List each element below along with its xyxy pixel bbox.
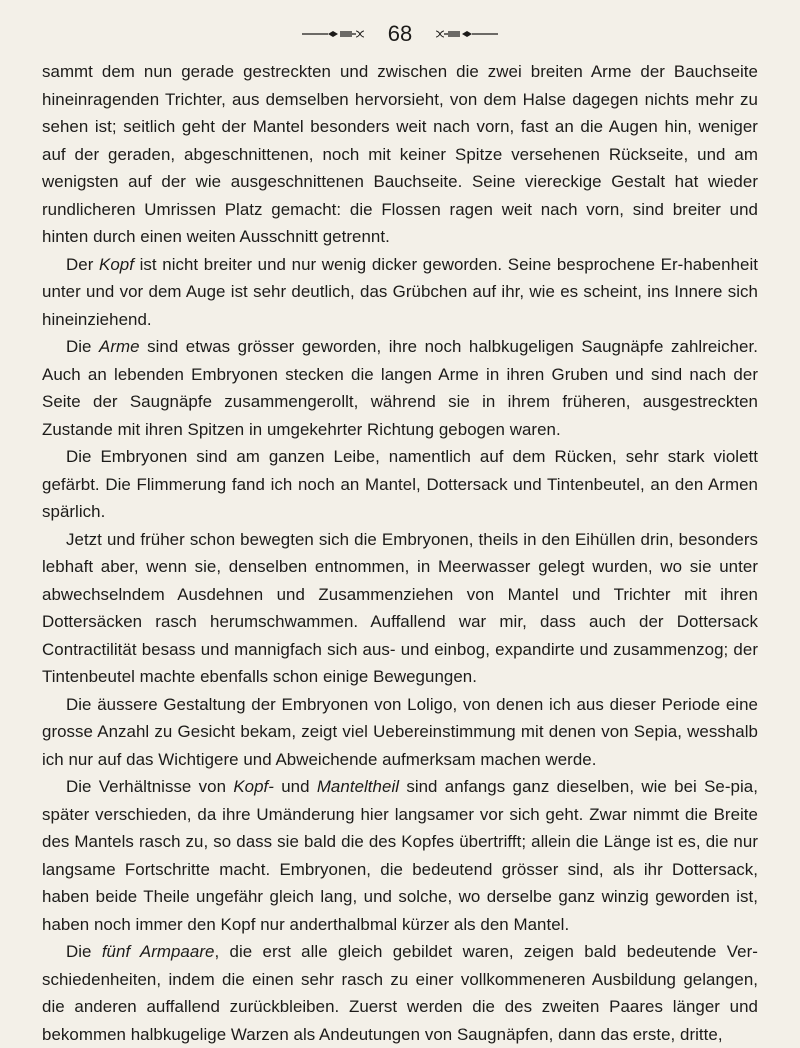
italic-term: Manteltheil xyxy=(316,777,400,796)
text-segment: , die erst alle gleich gebildet waren, zeigen bald bedeutende Ver-schiedenheiten, indem die einen sehr rasch zu einer vollkommeneren Ausbildung gelangen, die anderen auffallend zurückbleiben. Zuerst werden die des zweiten Paares länger und bekommen halbkugelige Warzen als Andeutungen von Saugnäpfen, dann das erste, dritte, xyxy=(42,942,758,1044)
page-number: 68 xyxy=(387,20,413,46)
paragraph xyxy=(42,333,758,443)
paragraph xyxy=(42,58,758,251)
body-text xyxy=(42,58,758,1048)
ornament-left-icon xyxy=(302,29,366,39)
text-segment: sammt dem nun gerade gestreckten und zwischen die zwei breiten Arme der Bauchseite hineinragenden Trichter, aus demselben hervorsieht, von dem Halse dagegen nichts mehr zu sehen ist; seitlich geht der Mantel besonders weit nach vorn, fast an die Augen hin, weniger auf der geraden, abgeschnittenen, noch mit keiner Spitze versehenen Rückseite, und am wenigsten auf der wie ausgeschnittenen Bauchseite. Seine viereckige Gestalt hat wieder rundlicheren Umrissen Platz gemacht: die Flossen ragen weit nach vorn, sind breiter und hinten durch einen weiten Ausschnitt getrennt. xyxy=(42,62,758,246)
text-segment: Die xyxy=(66,942,102,961)
paragraph xyxy=(42,443,758,526)
text-segment: Die Embryonen sind am ganzen Leibe, namentlich auf dem Rücken, sehr stark violett gefärbt. Die Flimmerung fand ich noch an Mantel, Dottersack und Tintenbeutel, an den Armen spärlich. xyxy=(42,447,758,521)
text-segment: Die äussere Gestaltung der Embryonen von Loligo, von denen ich aus dieser Periode eine grosse Anzahl zu Gesicht bekam, zeigt viel Uebereinstimmung mit denen von Sepia, wesshalb ich nur auf das Wichtigere und Abweichende aufmerksam machen werde. xyxy=(42,694,758,769)
text-segment: und xyxy=(273,777,317,796)
text-segment: Jetzt und früher schon bewegten sich die Embryonen, theils in den Eihüllen drin, besonders lebhaft aber, wenn sie, denselben entnommen, in Meerwasser gelegt wurden, wo sie unter abwechselndem Ausdehnen und Zusammenziehen von Mantel und Trichter mit ihren Dottersäcken rasch herumschwammen. Auffallend war mir, dass auch der Dottersack Contractilität besass und mannigfach sich aus- und einbog, expandirte und zusammenzog; der Tintenbeutel machte ebenfalls schon einige Bewegungen. xyxy=(42,529,758,686)
page-header xyxy=(42,18,758,46)
italic-term: Arme xyxy=(99,337,140,356)
paragraph xyxy=(42,773,758,938)
paragraph xyxy=(42,526,758,691)
text-segment: Der xyxy=(66,254,99,274)
text-segment: sind etwas grösser geworden, ihre noch halbkugeligen Saugnäpfe zahlreicher. Auch an lebenden Embryonen stecken die langen Arme in ihren Gruben und sind nach der Seite der Saugnäpfe zusammengerollt, während sie in ihrem früheren, ausgestreckten Zustande mit ihren Spitzen in umgekehrter Richtung gebogen waren. xyxy=(42,337,758,439)
text-segment: sind anfangs ganz dieselben, wie bei Se-pia, später verschieden, da ihre Umänderung hier langsamer vor sich geht. Zwar nimmt die Breite des Mantels rasch zu, so dass sie bald die des Kopfes übertrifft; allein die Länge ist es, die nur langsame Fortschritte macht. Embryonen, die bedeutend grösser sind, als ihr Dottersack, haben beide Theile ungefähr gleich lang, und solche, wo derselbe ganz winzig geworden ist, haben noch immer den Kopf nur anderthalbmal kürzer als den Mantel. xyxy=(42,777,758,934)
ornament-right-icon xyxy=(434,29,498,39)
text-segment: Die Verhältnisse von xyxy=(66,777,234,796)
paragraph xyxy=(42,691,758,774)
italic-term: Kopf- xyxy=(233,777,274,796)
text-segment: ist nicht breiter und nur wenig dicker geworden. Seine besprochene Er-habenheit unter und vor dem Auge ist sehr deutlich, das Grübchen auf ihr, wie es scheint, ins Innere sich hineinziehend. xyxy=(42,254,758,329)
italic-term: Kopf xyxy=(99,254,134,274)
paragraph xyxy=(42,938,758,1048)
text-segment: Die xyxy=(66,337,100,356)
italic-term: fünf Armpaare xyxy=(101,942,215,961)
paragraph xyxy=(42,251,758,334)
